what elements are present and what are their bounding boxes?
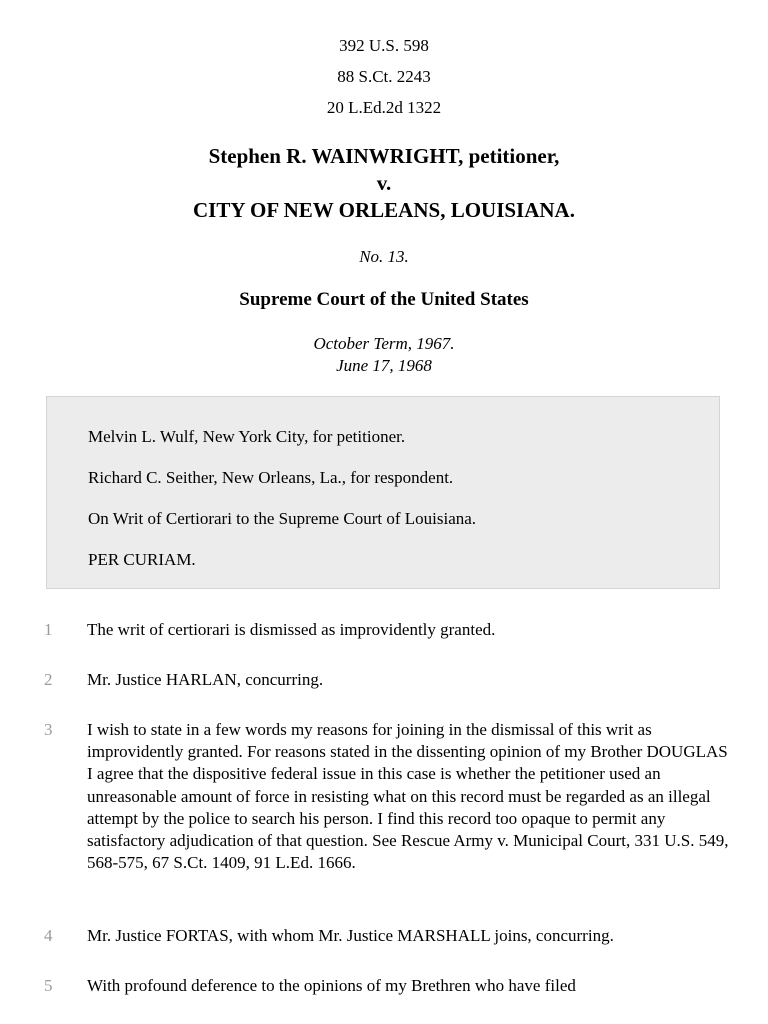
paragraph-number: 2 (44, 670, 53, 689)
paragraph-number: 5 (44, 976, 53, 995)
case-caption (0, 143, 768, 224)
paragraph-number: 1 (44, 620, 53, 639)
paragraph-number: 4 (44, 926, 53, 945)
supreme-court-reporter-citation: 88 S.Ct. 2243 (337, 67, 431, 86)
per-curiam-label: PER CURIAM. (88, 550, 196, 569)
counsel-box (46, 396, 720, 589)
paragraph-number: 3 (44, 720, 53, 739)
petitioner-counsel: Melvin L. Wulf, New York City, for petitioner. (88, 427, 406, 446)
paragraph-text: Mr. Justice FORTAS, with whom Mr. Justice MARSHALL joins, concurring. (87, 926, 614, 945)
lawyers-edition-citation: 20 L.Ed.2d 1322 (326, 98, 442, 117)
paragraph-text: The writ of certiorari is dismissed as improvidently granted. (87, 620, 496, 639)
versus-label: v. (376, 171, 392, 195)
term-date: October Term, 1967. (313, 334, 455, 353)
paragraph-text: I wish to state in a few words my reasons for joining in the dismissal of this writ as improvidently granted. For reasons stated in the dissenting opinion of my Brother DOUGLAS I agree that the dispositive federal issue in this case is whether the petitioner used an unreasonable amount of force in resisting what on this record must be regarded as an illegal attempt by the police to search his person. I find this record too opaque to permit any satisfactory adjudication of that question. See Rescue Army v. Municipal Court, 331 U.S. 549, 568-575, 67 S.Ct. 1409, 91 L.Ed. 1666. (87, 720, 729, 873)
paragraph-text: Mr. Justice HARLAN, concurring. (87, 670, 324, 689)
court-name: Supreme Court of the United States (239, 289, 529, 310)
decision-date: June 17, 1968 (336, 356, 432, 375)
respondent-name: CITY OF NEW ORLEANS, LOUISIANA. (193, 198, 575, 222)
decision-dates (0, 333, 768, 377)
paragraph-text: With profound deference to the opinions of my Brethren who have filed (87, 976, 576, 995)
petitioner-name: Stephen R. WAINWRIGHT, petitioner, (208, 144, 560, 168)
respondent-counsel: Richard C. Seither, New Orleans, La., for respondent. (88, 468, 454, 487)
docket-number: No. 13. (359, 247, 409, 266)
citation-block (0, 34, 768, 127)
writ-statement: On Writ of Certiorari to the Supreme Court of Louisiana. (88, 509, 477, 528)
us-reports-citation: 392 U.S. 598 (339, 36, 429, 55)
